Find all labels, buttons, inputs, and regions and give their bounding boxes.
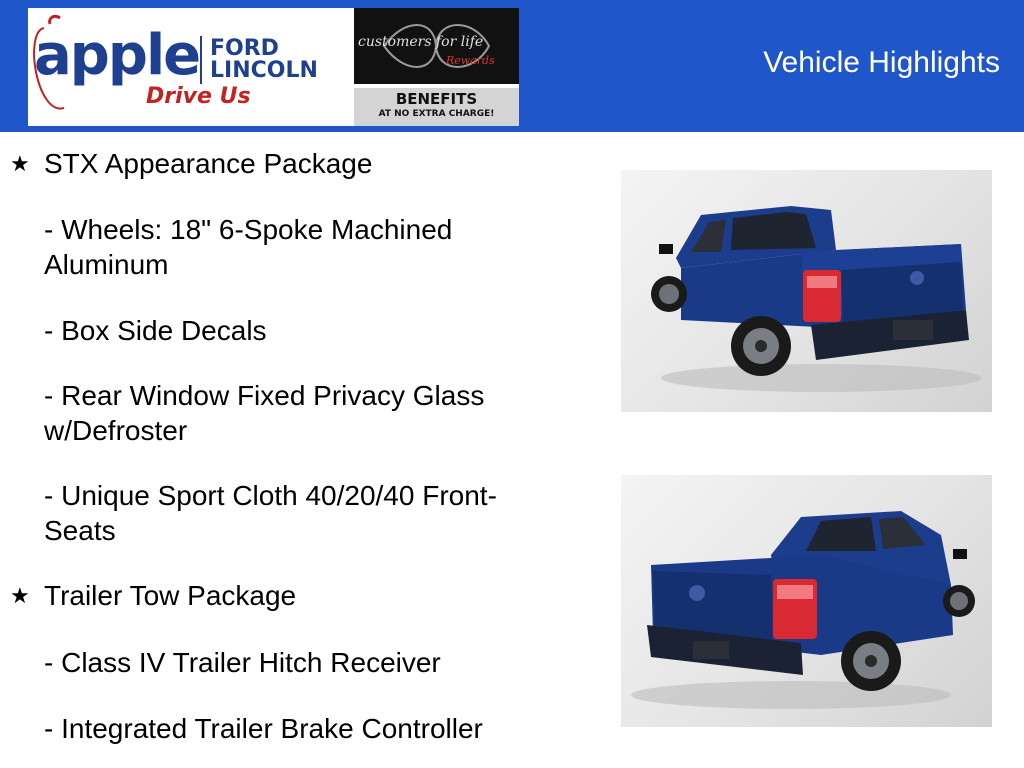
list-item	[44, 212, 564, 282]
dealer-logo[interactable]	[28, 8, 354, 126]
package-title: Trailer Tow Package	[44, 580, 297, 611]
header-bar	[0, 0, 1024, 132]
star-icon: ★	[10, 151, 30, 176]
cfl-rewards-text: Rewards	[446, 54, 495, 67]
star-icon: ★	[10, 583, 30, 608]
item-line: - Wheels: 18" 6-Spoke Machined	[44, 214, 453, 245]
logo-divider	[200, 36, 202, 84]
item-line: - Rear Window Fixed Privacy Glass	[44, 380, 485, 411]
dealer-tagline: Drive Us	[146, 84, 251, 109]
item-line: - Unique Sport Cloth 40/20/40 Front-	[44, 480, 497, 511]
page-title: Vehicle Highlights	[763, 46, 1000, 79]
benefits-label: BENEFITS	[395, 90, 478, 108]
item-line: Seats	[44, 515, 116, 546]
vehicle-photo-rear-left[interactable]	[621, 170, 992, 412]
truck-illustration	[621, 475, 992, 727]
cfl-banner	[354, 8, 519, 84]
item-line: - Class IV Trailer Hitch Receiver	[44, 647, 441, 678]
list-item	[44, 378, 564, 448]
vehicle-photo-rear-right[interactable]	[621, 475, 992, 727]
item-line: - Integrated Trailer Brake Controller	[44, 713, 483, 744]
list-item	[44, 711, 564, 746]
package-title: STX Appearance Package	[44, 148, 373, 179]
no-extra-charge-label: AT NO EXTRA CHARGE!	[378, 109, 495, 119]
brand-ford: FORD	[210, 36, 279, 61]
item-line: Aluminum	[44, 249, 169, 280]
list-item	[44, 478, 564, 548]
cfl-script-text: customers for life	[358, 34, 484, 50]
customers-for-life-badge[interactable]	[354, 8, 519, 126]
list-item	[44, 313, 564, 348]
dealer-name: apple	[34, 23, 200, 88]
benefits-panel	[354, 88, 519, 126]
item-line: w/Defroster	[44, 415, 188, 446]
brand-lincoln: LINCOLN	[210, 58, 318, 83]
truck-illustration	[621, 170, 992, 412]
item-line: - Box Side Decals	[44, 315, 267, 346]
list-item	[44, 645, 564, 680]
